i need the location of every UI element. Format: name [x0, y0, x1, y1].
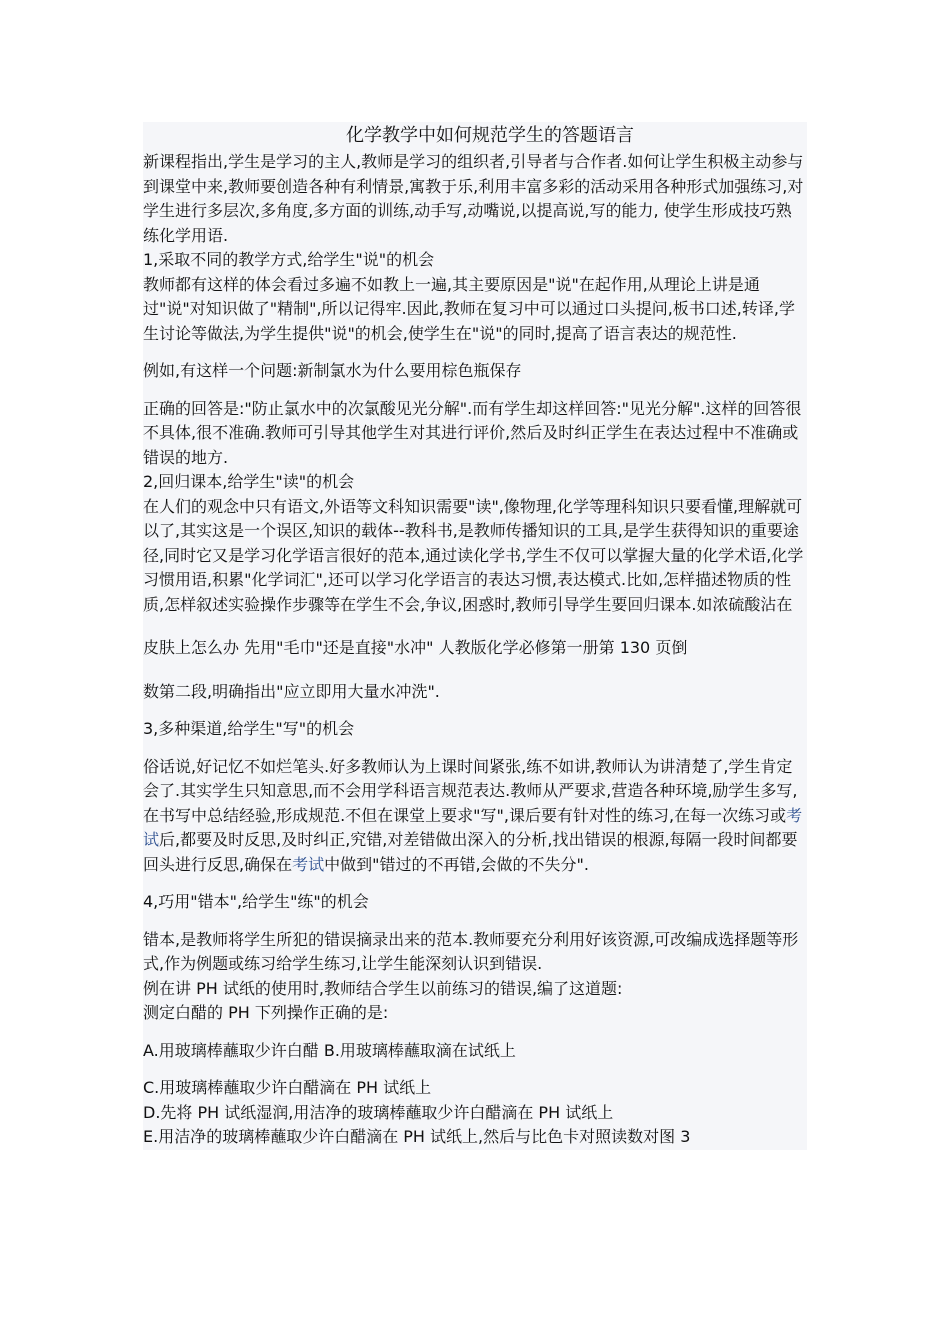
question-stem: 测定白醋的 PH 下列操作正确的是: — [143, 1003, 389, 1022]
section-2-paragraph-b: 皮肤上怎么办 先用"毛巾"还是直接"水冲" 人教版化学必修第一册第 130 页倒 — [143, 638, 688, 657]
option-ab: A.用玻璃棒蘸取少许白醋 B.用玻璃棒蘸取滴在试纸上 — [143, 1040, 516, 1060]
section-1-paragraph: 教师都有这样的体会看过多遍不如教上一遍,其主要原因是"说"在起作用,从理论上讲是通过"说"对知识做了"精制",所以记得牢.因此,教师在复习中可以通过口头提问,板书口述,转译,学生讨论等做法,为学生提供"说"的机会,使学生在"说"的同时,提高了语言表达的规范性. — [143, 274, 795, 343]
section-heading-3: 3,多种渠道,给学生"写"的机会 — [143, 719, 355, 738]
section-heading-4: 4,巧用"错本",给学生"练"的机会 — [143, 892, 369, 911]
section-3-text-a: 俗话说,好记忆不如烂笔头.好多教师认为上课时间紧张,练不如讲,教师认为讲清楚了,学生肯定会了.其实学生只知意思,而不会用学科语言规范表达.教师从严要求,营造各种环境,励学生多写,在书写中总结经验,形成规范.不但在课堂上要求"写",课后要有针对性的练习,在每一次练习或 — [143, 756, 798, 825]
section-4-paragraph: 错本,是教师将学生所犯的错误摘录出来的范本.教师要充分利用好该资源,可改编成选择题等形式,作为例题或练习给学生练习,让学生能深刻认识到错误. — [143, 929, 799, 973]
section-3-paragraph — [143, 755, 807, 878]
section-2-paragraph-c: 数第二段,明确指出"应立即用大量水冲洗". — [143, 681, 440, 701]
doc-title: 化学教学中如何规范学生的答题语言 — [346, 125, 634, 146]
option-d: D.先将 PH 试纸湿润,用洁净的玻璃棒蘸取少许白醋滴在 PH 试纸上 — [143, 1102, 614, 1122]
option-e: E.用洁净的玻璃棒蘸取少许白醋滴在 PH 试纸上,然后与比色卡对照读数对图 3 — [143, 1127, 691, 1146]
section-4-example: 例在讲 PH 试纸的使用时,教师结合学生以前练习的错误,编了这道题: — [143, 978, 623, 998]
section-1-answer: 正确的回答是:"防止氯水中的次氯酸见光分解".而有学生却这样回答:"见光分解".这样的回答很不具体,很不准确.教师可引导其他学生对其进行评价,然后及时纠正学生在表达过程中不准确或错误的地方. — [143, 398, 802, 467]
section-3-text-c: 中做到"错过的不再错,会做的不失分". — [324, 854, 590, 874]
exam-link[interactable]: 考试 — [143, 805, 803, 849]
section-2-paragraph: 在人们的观念中只有语文,外语等文科知识需要"读",像物理,化学等理科知识只要看懂,理解就可以了,其实这是一个误区,知识的载体--教科书,是教师传播知识的工具,是学生获得知识的重要途径,同时它又是学习化学语言很好的范本,通过读化学书,学生不仅可以掌握大量的化学术语,化学习惯用语,积累"化学词汇",还可以学习化学语言的表达习惯,表达模式.比如,怎样描述物质的性质,怎样叙述实验操作步骤等在学生不会,争议,困惑时,教师引导学生要回归课本.如浓硫酸沾在 — [143, 496, 804, 614]
intro-paragraph: 新课程指出,学生是学习的主人,教师是学习的组织者,引导者与合作者.如何让学生积极主动参与到课堂中来,教师要创造各种有利情景,寓教于乐,利用丰富多彩的活动采用各种形式加强练习,对学生进行多层次,多角度,多方面的训练,动手写,动嘴说,以提高说,写的能力, 使学生形成技巧熟练化学用语. — [143, 152, 804, 245]
section-1-example: 例如,有这样一个问题:新制氯水为什么要用棕色瓶保存 — [143, 361, 522, 380]
option-c: C.用玻璃棒蘸取少许白醋滴在 PH 试纸上 — [143, 1078, 432, 1097]
exam-link[interactable]: 考试 — [292, 854, 325, 874]
document-page — [143, 122, 807, 1150]
section-heading-1: 1,采取不同的教学方式,给学生"说"的机会 — [143, 250, 435, 269]
section-heading-2: 2,回归课本,给学生"读"的机会 — [143, 472, 355, 491]
section-3-text-b: 后,都要及时反思,及时纠正,究错,对差错做出深入的分析,找出错误的根源,每隔一段时间都要回头进行反思,确保在 — [143, 830, 798, 874]
